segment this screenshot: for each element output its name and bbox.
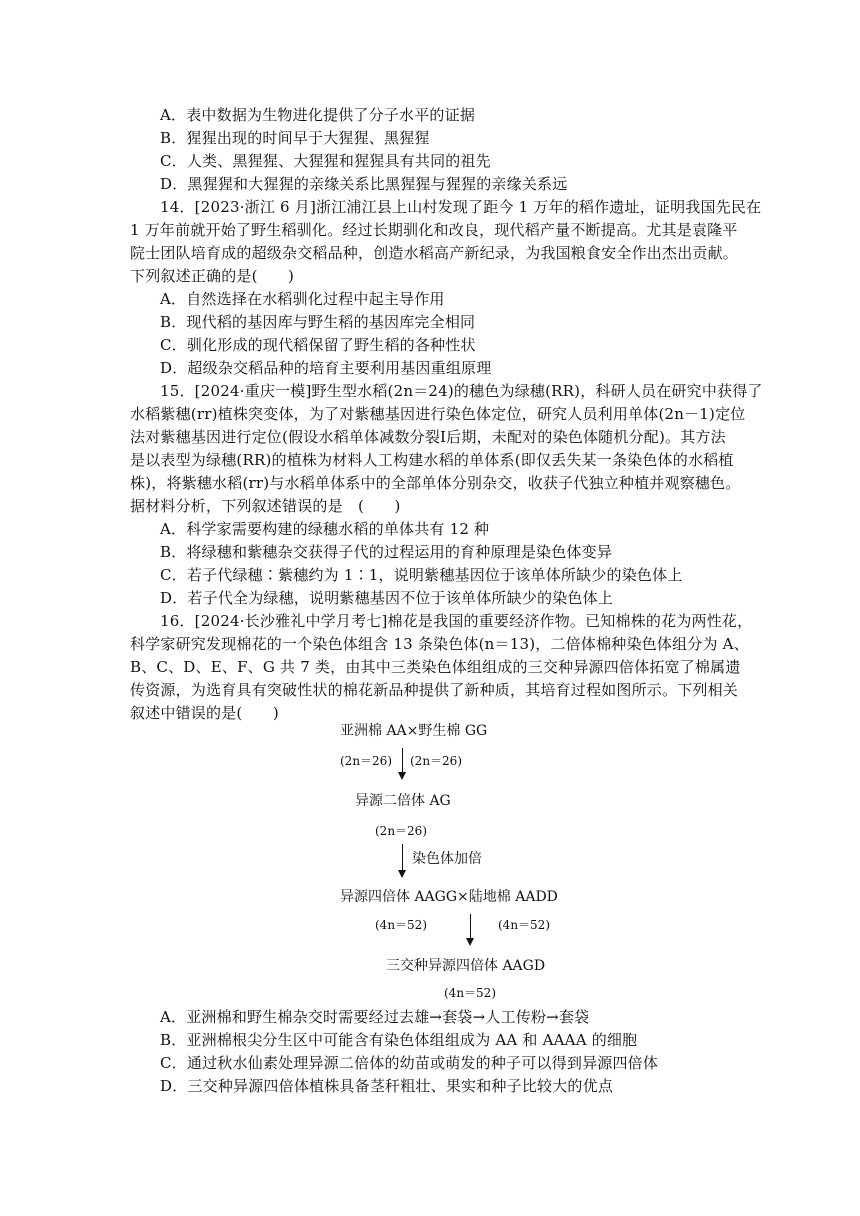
q16-option-d: D．三交种异源四倍体植株具备茎秆粗壮、果实和种子比较大的优点 — [160, 1077, 614, 1095]
q15-stem-line: 15．[2024·重庆一模]野生型水稻(2n＝24)的穗色为绿穗(RR)，科研人员在研究中获得了 — [160, 382, 763, 400]
q14-option-c: C．驯化形成的现代稻保留了野生稻的各种性状 — [160, 336, 476, 354]
q14-option-b: B．现代稻的基因库与野生稻的基因库完全相同 — [160, 313, 476, 331]
flow-step-4-n: (4n＝52) — [444, 986, 496, 1000]
q14-option-d: D．超级杂交稻品种的培育主要利用基因重组原理 — [160, 359, 492, 377]
q13-option-a: A．表中数据为生物进化提供了分子水平的证据 — [160, 106, 476, 124]
flow-step-3: 异源四倍体 AAGG×陆地棉 AADD — [340, 889, 558, 905]
flow-step-1-n-left: (2n＝26) — [340, 754, 392, 768]
flow-arrow-2-label: 染色体加倍 — [412, 851, 482, 867]
flow-arrow-3 — [470, 914, 471, 940]
q16-stem-line: 叙述中错误的是( ) — [130, 704, 279, 722]
q16-option-c: C．通过秋水仙素处理异源二倍体的幼苗或萌发的种子可以得到异源四倍体 — [160, 1054, 659, 1072]
q15-option-c: C．若子代绿穗∶紫穗约为 1∶1，说明紫穗基因位于该单体所缺少的染色体上 — [160, 566, 683, 584]
flow-step-1: 亚洲棉 AA×野生棉 GG — [340, 723, 488, 739]
flow-arrow-1-head — [398, 772, 406, 780]
flow-arrow-3-head — [466, 938, 474, 946]
q16-stem-line: 16．[2024·长沙雅礼中学月考七]棉花是我国的重要经济作物。已知棉株的花为两性花， — [160, 612, 753, 630]
q16-option-a: A．亚洲棉和野生棉杂交时需要经过去雄→套袋→人工传粉→套袋 — [160, 1008, 590, 1026]
q15-option-d: D．若子代全为绿穗，说明紫穗基因不位于该单体所缺少的染色体上 — [160, 589, 614, 607]
q13-option-c: C．人类、黑猩猩、大猩猩和猩猩具有共同的祖先 — [160, 152, 491, 170]
flow-step-2-n: (2n＝26) — [375, 824, 427, 838]
q13-option-b: B．猩猩出现的时间早于大猩猩、黑猩猩 — [160, 129, 430, 147]
q15-stem-line: 水稻紫穗(rr)植株突变体，为了对紫穗基因进行染色体定位，研究人员利用单体(2n－1)定位 — [130, 405, 746, 423]
q16-stem-line: 科学家研究发现棉花的一个染色体组含 13 条染色体(n＝13)，二倍体棉种染色体组分为 A、 — [130, 635, 749, 653]
q15-stem-line: 法对紫穗基因进行定位(假设水稻单体减数分裂Ⅰ后期，未配对的染色体随机分配)。其方法 — [130, 428, 726, 446]
flow-arrow-2-head — [398, 870, 406, 878]
flow-step-2: 异源二倍体 AG — [355, 793, 451, 809]
q15-stem-line: 株)，将紫穗水稻(rr)与水稻单体系中的全部单体分别杂交，收获子代独立种植并观察穗色。 — [130, 474, 741, 492]
q15-stem-line: 是以表型为绿穗(RR)的植株为材料人工构建水稻的单体系(即仅丢失某一条染色体的水稻植 — [130, 451, 734, 469]
q13-option-d: D．黑猩猩和大猩猩的亲缘关系比黑猩猩与猩猩的亲缘关系远 — [160, 175, 568, 193]
q16-stem-line: 传资源，为选育具有突破性状的棉花新品种提供了新种质，其培育过程如图所示。下列相关 — [130, 681, 739, 699]
flow-step-1-n-right: (2n＝26) — [410, 754, 462, 768]
q14-stem-line: 1 万年前就开始了野生稻驯化。经过长期驯化和改良，现代稻产量不断提高。尤其是袁隆平 — [130, 221, 738, 239]
q14-stem-line: 下列叙述正确的是( ) — [130, 267, 295, 285]
flow-step-4: 三交种异源四倍体 AAGD — [386, 958, 546, 974]
q15-stem-line: 据材料分析，下列叙述错误的是 ( ) — [130, 497, 401, 515]
q16-option-b: B．亚洲棉根尖分生区中可能含有染色体组组成为 AA 和 AAAA 的细胞 — [160, 1031, 638, 1049]
flow-arrow-1 — [402, 748, 403, 774]
q14-option-a: A．自然选择在水稻驯化过程中起主导作用 — [160, 290, 445, 308]
flow-arrow-2 — [402, 844, 403, 872]
q16-stem-line: B、C、D、E、F、G 共 7 类，由其中三类染色体组组成的三交种异源四倍体拓宽了棉属遗 — [130, 658, 741, 676]
flow-step-3-n-left: (4n＝52) — [375, 918, 427, 932]
q14-stem-line: 院士团队培育成的超级杂交稻品种，创造水稻高产新纪录，为我国粮食安全作出杰出贡献。 — [130, 244, 739, 262]
q15-option-b: B．将绿穗和紫穗杂交获得子代的过程运用的育种原理是染色体变异 — [160, 543, 613, 561]
flow-step-3-n-right: (4n＝52) — [498, 918, 550, 932]
q14-stem-line: 14．[2023·浙江 6 月]浙江浦江县上山村发现了距今 1 万年的稻作遗址，证明我国先民在 — [160, 198, 762, 216]
q15-option-a: A．科学家需要构建的绿穗水稻的单体共有 12 种 — [160, 520, 490, 538]
